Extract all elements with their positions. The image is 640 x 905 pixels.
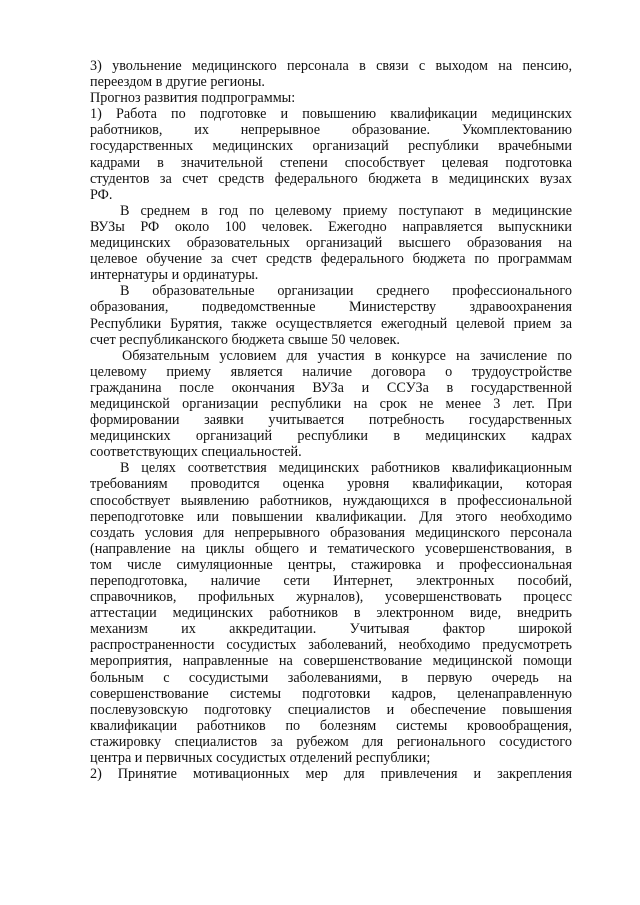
text-line: медицинской организации республики на срок не менее 3 лет. При bbox=[90, 395, 572, 412]
text-line: студентов за счет средств федерального бюджета в медицинских вузах bbox=[90, 170, 572, 187]
text-line: аттестации медицинских работников в электронном виде, внедрить bbox=[90, 605, 572, 622]
text-line: формировании заявки учитывается потребность государственных bbox=[90, 412, 572, 429]
text-line: послевузовскую подготовку специалистов и обеспечение повышения bbox=[90, 701, 572, 718]
text-line: ВУЗы РФ около 100 человек. Ежегодно направляется выпускники bbox=[90, 218, 572, 235]
text-line: Прогноз развития подпрограммы: bbox=[90, 90, 296, 107]
text-line: квалификации работников по болезням системы кровообращения, bbox=[90, 717, 572, 734]
text-line: медицинских организаций республики в медицинских кадрах bbox=[90, 428, 572, 445]
text-line: больным с сосудистыми заболеваниями, в первую очередь на bbox=[90, 669, 572, 686]
text-line: распространенности сосудистых заболеваний, необходимо предусмотреть bbox=[90, 637, 572, 654]
paragraph-target-admission bbox=[90, 203, 572, 283]
paragraph-training bbox=[90, 106, 572, 203]
text-line: 3) увольнение медицинского персонала в связи с выходом на пенсию, bbox=[90, 58, 572, 74]
text-line: целевому приему является наличие договора о трудоустройстве bbox=[90, 363, 572, 380]
text-line: РФ. bbox=[90, 186, 113, 203]
text-line: 1) Работа по подготовке и повышению квалификации медицинских bbox=[90, 106, 572, 123]
text-line: В целях соответствия медицинских работников квалификационным bbox=[120, 460, 572, 477]
text-line: кадрами в значительной степени способствует целевая подготовка bbox=[90, 154, 572, 171]
text-line: соответствующих специальностей. bbox=[90, 444, 302, 461]
text-line: гражданина после окончания ВУЗа и ССУЗа в государственной bbox=[90, 379, 572, 396]
text-line: медицинских образовательных организаций высшего образования на bbox=[90, 235, 572, 252]
paragraph-secondary-education bbox=[90, 283, 572, 347]
text-line: Обязательным условием для участия в конкурсе на зачисление по bbox=[122, 347, 572, 364]
text-line: В среднем в год по целевому приему поступают в медицинские bbox=[120, 202, 572, 219]
text-line: создать условия для непрерывного образования медицинского персонала bbox=[90, 524, 572, 541]
paragraph-qualification bbox=[90, 460, 572, 766]
paragraph-forecast-heading bbox=[90, 90, 572, 106]
text-line: образования, подведомственные Министерству здравоохранения bbox=[90, 299, 572, 316]
text-line: государственных медицинских организаций республики врачебными bbox=[90, 138, 572, 155]
text-line: (направление на циклы общего и тематического усовершенствования, в bbox=[90, 540, 572, 557]
text-line: работников, их непрерывное образование. Укомплектованию bbox=[90, 122, 572, 139]
text-line: целевое обучение за счет средств федерального бюджета по программам bbox=[90, 251, 572, 268]
text-line: справочников, профильных журналов), усовершенствовать процесс bbox=[90, 589, 572, 606]
text-line: стажировку специалистов за рубежом для регионального сосудистого bbox=[90, 733, 572, 750]
text-line: требованиям проводится оценка уровня квалификации, которая bbox=[90, 476, 572, 493]
paragraph-mandatory-condition bbox=[90, 348, 572, 461]
text-line: счет республиканского бюджета свыше 50 человек. bbox=[90, 331, 400, 348]
text-line: мероприятия, направленные на совершенствование медицинской помощи bbox=[90, 653, 572, 670]
paragraph-motivation bbox=[90, 766, 572, 782]
text-line: интернатуры и ординатуры. bbox=[90, 267, 259, 284]
text-line: 2) Принятие мотивационных мер для привлечения и закрепления bbox=[90, 766, 572, 783]
text-line: переподготовка, наличие сети Интернет, электронных пособий, bbox=[90, 573, 572, 589]
text-line: механизм их аккредитации. Учитывая фактор широкой bbox=[90, 621, 572, 638]
text-line: переездом в другие регионы. bbox=[90, 74, 265, 91]
text-line: переподготовке или повышении квалификации. Для этого необходимо bbox=[90, 508, 572, 525]
text-line: том числе симуляционные центры, стажировка и профессиональная bbox=[90, 556, 572, 573]
paragraph-dismissal bbox=[90, 58, 572, 90]
text-line: центра и первичных сосудистых отделений республики; bbox=[90, 750, 431, 767]
document-page bbox=[90, 58, 572, 782]
text-line: способствует выявлению работников, нуждающихся в профессиональной bbox=[90, 492, 572, 509]
text-line: совершенствование системы подготовки кадров, целенаправленную bbox=[90, 685, 572, 702]
text-line: Республики Бурятия, также осуществляется ежегодный целевой прием за bbox=[90, 315, 572, 332]
text-line: В образовательные организации среднего профессионального bbox=[120, 283, 572, 300]
